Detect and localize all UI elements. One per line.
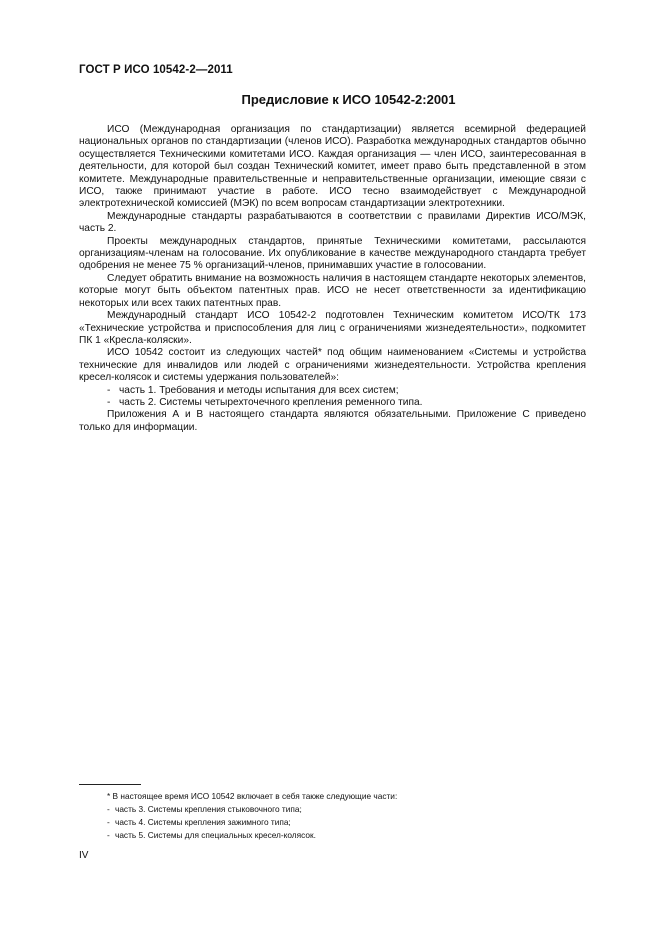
list-dash: - [107,384,111,396]
list-dash: - [107,396,111,408]
footnote-item-text: часть 5. Системы для специальных кресел-колясок. [115,830,316,840]
footnote-intro: * В настоящее время ИСО 10542 включает в себя также следующие части: [107,791,398,801]
paragraph-patents: Следует обратить внимание на возможность наличия в настоящем стандарте некоторых элементов, которые могут быть объектом патентных прав. ИСО не несет ответственности за идентификацию некоторых или всех таких патентных прав. [79,272,586,309]
paragraph-voting: Проекты международных стандартов, принятые Техническими комитетами, рассылаются организациям-членам на голосование. Их опубликование в качестве международного стандарта требует одобрения не менее 75 % организаций-членов, принимавших участие в голосовании. [79,235,586,272]
paragraph-annexes: Приложения А и В настоящего стандарта являются обязательными. Приложение С приведено только для информации. [79,409,586,433]
footnote-item-text: часть 4. Системы крепления зажимного типа; [115,817,291,827]
paragraph-committee: Международный стандарт ИСО 10542-2 подготовлен Техническим комитетом ИСО/ТК 173 «Технические устройства и приспособления для лиц с ограничениями жизнедеятельности», подкомитет ПК 1 «Кресла-коляски». [79,310,586,346]
list-item-text: часть 1. Требования и методы испытания для всех систем; [119,384,399,396]
footnote-item-part-3 [79,803,586,816]
preface-body [79,124,586,434]
list-item-part-1 [79,385,586,397]
section-title: Предисловие к ИСО 10542-2:2001 [241,92,456,107]
paragraph-parts-intro: ИСО 10542 состоит из следующих частей* под общим наименованием «Системы и устройства технические для инвалидов или людей с ограничениями жизнедеятельности. Устройства крепления кресел-колясок и системы удержания пользователей»: [79,347,586,384]
footnotes [79,790,586,842]
paragraph-directives: Международные стандарты разрабатываются в соответствии с правилами Директив ИСО/МЭК, часть 2. [79,210,586,235]
list-item-text: часть 2. Системы четырехточечного крепления ременного типа. [119,396,423,408]
list-dash: - [107,830,110,840]
list-dash: - [107,804,110,814]
page-number: IV [79,850,89,861]
footnote-item-part-4 [79,816,586,829]
paragraph-iso-intro: ИСО (Международная организация по стандартизации) является всемирной федерацией национальных органов по стандартизации (членов ИСО). Разработка международных стандартов обычно осуществляется Техническими комитетами ИСО. Каждая организация — член ИСО, заинтересованная в деятельности, для которой был создан Технический комитет, имеет право быть представленной в этом комитете. Международные правительственные и неправительственные организации, имеющие связи с ИСО, также принимают участие в работе. ИСО тесно взаимодействует с Международной электротехнической комиссией (МЭК) по всем вопросам стандартизации электротехники. [79,124,586,210]
document-header: ГОСТ Р ИСО 10542-2—2011 [79,64,233,76]
list-dash: - [107,817,110,827]
footnote-separator [79,784,141,785]
list-item-part-2 [79,397,586,409]
footnote-item-text: часть 3. Системы крепления стыковочного типа; [115,804,302,814]
footnote-item-part-5 [79,829,586,842]
